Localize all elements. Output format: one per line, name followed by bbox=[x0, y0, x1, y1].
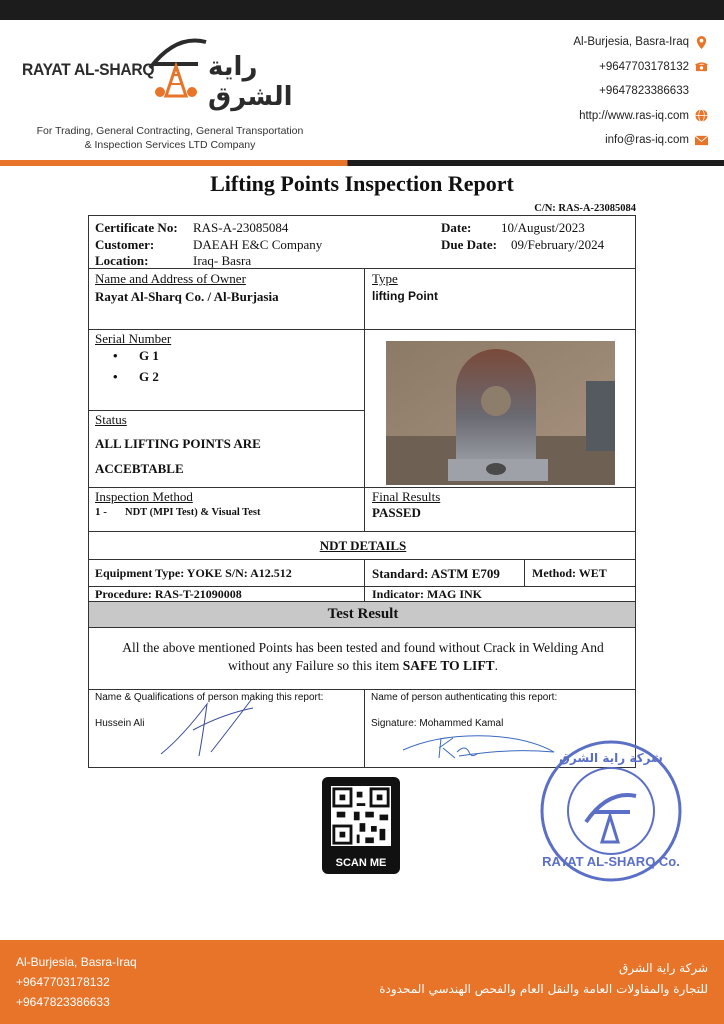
company-stamp bbox=[538, 738, 684, 884]
auth-signature bbox=[399, 728, 559, 764]
oil-derrick-logo-icon bbox=[146, 28, 210, 100]
contact-email[interactable] bbox=[508, 128, 708, 153]
method-value: NDT (MPI Test) & Visual Test bbox=[125, 507, 261, 518]
due-date-value: 09/February/2024 bbox=[511, 237, 605, 252]
status-line-2: ACCEBTABLE bbox=[95, 461, 184, 476]
owner-value: Rayat Al-Sharq Co. / Al-Burjasia bbox=[95, 289, 279, 304]
info-row bbox=[89, 216, 635, 269]
tagline-line-2: & Inspection Services LTD Company bbox=[84, 139, 256, 151]
footer bbox=[0, 940, 724, 1024]
website-link[interactable]: http://www.ras-iq.com bbox=[579, 109, 689, 122]
method-wet: Method: WET bbox=[532, 566, 607, 580]
maker-signature bbox=[153, 694, 263, 766]
logo-english-text: RAYAT AL-SHARQ bbox=[22, 60, 155, 79]
status-label: Status bbox=[95, 412, 127, 427]
qr-code-card[interactable] bbox=[322, 777, 400, 874]
serial-item: G 1 bbox=[139, 348, 159, 363]
contact-phone-2 bbox=[508, 79, 708, 104]
location-text: Al-Burjesia, Basra-Iraq bbox=[573, 36, 689, 49]
result-text: without any Failure so this item bbox=[228, 658, 403, 673]
ndt-title: NDT DETAILS bbox=[319, 538, 407, 553]
standard: Standard: ASTM E709 bbox=[372, 566, 500, 581]
column-divider bbox=[364, 560, 365, 586]
serial-item: G 2 bbox=[139, 369, 159, 384]
footer-arabic-line-2: للتجارة والمقاولات العامة والنقل العام والفحص الهندسي المحدودة bbox=[379, 982, 708, 996]
type-value: lifting Point bbox=[372, 289, 438, 303]
owner-label: Name and Address of Owner bbox=[95, 271, 246, 286]
globe-icon bbox=[695, 109, 708, 122]
footer-arabic bbox=[288, 958, 708, 1000]
certificate-label: Certificate No: bbox=[95, 220, 178, 235]
column-divider bbox=[364, 330, 365, 487]
phone-icon bbox=[695, 60, 708, 73]
company-tagline bbox=[20, 124, 320, 152]
location-value: Iraq- Basra bbox=[193, 253, 252, 268]
qr-code-icon bbox=[331, 786, 391, 846]
phone-2-text: +9647823386633 bbox=[599, 85, 689, 98]
type-label: Type bbox=[372, 271, 398, 286]
ndt-header-row bbox=[89, 532, 635, 560]
svg-text:RAYAT AL-SHARQ Co.: RAYAT AL-SHARQ Co. bbox=[542, 854, 680, 869]
due-date-label: Due Date: bbox=[441, 237, 497, 252]
test-result-title: Test Result bbox=[327, 606, 399, 622]
indicator: Indicator: MAG INK bbox=[372, 587, 482, 601]
envelope-icon bbox=[695, 134, 708, 147]
auth-label: Name of person authenticating this report: bbox=[371, 692, 558, 703]
contact-location bbox=[508, 30, 708, 55]
email-link[interactable]: info@ras-iq.com bbox=[605, 134, 689, 147]
svg-text:شركة راية الشرق: شركة راية الشرق bbox=[559, 751, 663, 765]
contact-block bbox=[508, 30, 708, 153]
serial-bullet-1: • bbox=[113, 348, 118, 363]
customer-value: DAEAH E&C Company bbox=[193, 237, 323, 252]
status-line-1: ALL LIFTING POINTS ARE bbox=[95, 436, 261, 451]
logo-arabic-text: راية الشرق bbox=[208, 52, 293, 112]
serial-bullet-2: • bbox=[113, 369, 118, 384]
tagline-line-1: For Trading, General Contracting, General Transportation bbox=[36, 125, 304, 137]
inspection-method-label: Inspection Method bbox=[95, 489, 193, 504]
test-result-header bbox=[89, 602, 635, 628]
company-logo bbox=[18, 28, 338, 118]
column-divider bbox=[364, 587, 365, 601]
report-title: Lifting Points Inspection Report bbox=[210, 171, 514, 196]
certificate-value: RAS-A-23085084 bbox=[193, 220, 289, 235]
scan-me-label: SCAN ME bbox=[335, 857, 387, 869]
safe-to-lift: SAFE TO LIFT bbox=[402, 658, 495, 673]
report-table bbox=[88, 215, 636, 690]
result-line-2 bbox=[89, 658, 637, 674]
footer-phone-2: +9647823386633 bbox=[16, 995, 110, 1009]
cn-number: C/N: RAS-A-23085084 bbox=[534, 203, 636, 214]
method-number: 1 - bbox=[95, 506, 107, 518]
serial-label: Serial Number bbox=[95, 331, 172, 346]
final-results-value: PASSED bbox=[372, 505, 421, 520]
equipment-type: Equipment Type: YOKE S/N: A12.512 bbox=[95, 566, 292, 580]
column-divider bbox=[364, 690, 365, 767]
maker-name: Hussein Ali bbox=[95, 718, 145, 729]
contact-phone-1 bbox=[508, 55, 708, 80]
column-divider bbox=[364, 269, 365, 329]
column-divider bbox=[364, 488, 365, 531]
final-results-label: Final Results bbox=[372, 489, 441, 504]
lifting-point-photo bbox=[386, 341, 615, 485]
date-label: Date: bbox=[441, 220, 472, 235]
serial-status-row bbox=[89, 330, 635, 488]
footer-contact bbox=[16, 952, 137, 1012]
footer-address: Al-Burjesia, Basra-Iraq bbox=[16, 955, 137, 969]
location-label: Location: bbox=[95, 253, 149, 268]
footer-phone-1: +9647703178132 bbox=[16, 975, 110, 989]
equipment-row bbox=[89, 560, 635, 587]
location-pin-icon bbox=[695, 36, 708, 49]
maker-label: Name & Qualifications of person making this report: bbox=[95, 692, 324, 703]
phone-1-text: +9647703178132 bbox=[599, 60, 689, 73]
header-divider bbox=[0, 160, 724, 166]
method-result-row bbox=[89, 488, 635, 532]
contact-website[interactable] bbox=[508, 104, 708, 129]
customer-label: Customer: bbox=[95, 237, 155, 252]
qr-code[interactable] bbox=[331, 786, 391, 846]
procedure: Procedure: RAS-T-21090008 bbox=[95, 587, 242, 601]
result-line-1: All the above mentioned Points has been tested and found without Crack in Welding And bbox=[122, 640, 604, 655]
procedure-row bbox=[89, 587, 635, 602]
column-divider bbox=[524, 560, 525, 586]
test-result-body bbox=[89, 628, 635, 689]
owner-type-row bbox=[89, 269, 635, 330]
phone-icon-placeholder bbox=[695, 85, 708, 98]
footer-arabic-line-1: شركة راية الشرق bbox=[619, 961, 708, 975]
cell-divider bbox=[89, 410, 364, 411]
auth-signature-text: Signature: Mohammed Kamal bbox=[371, 718, 504, 729]
date-value: 10/August/2023 bbox=[501, 220, 585, 235]
result-period: . bbox=[494, 658, 498, 673]
top-bar bbox=[0, 0, 724, 20]
